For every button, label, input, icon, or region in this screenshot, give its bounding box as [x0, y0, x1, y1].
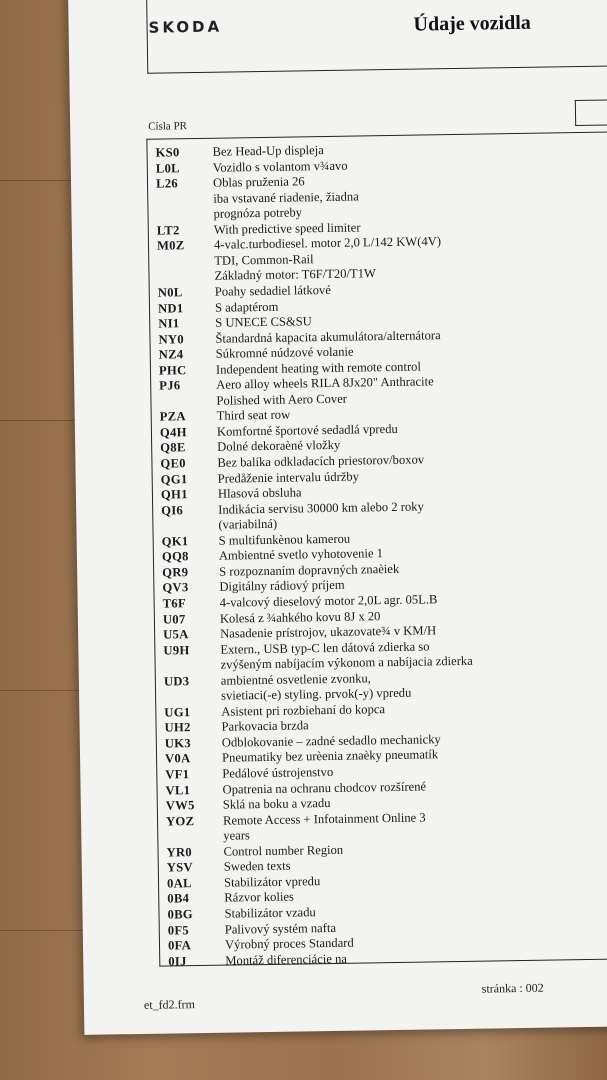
pr-code: QH1 — [160, 487, 188, 502]
pr-description: Third seat row — [216, 407, 291, 424]
pr-description: Pedálové ústrojenstvo — [222, 764, 334, 781]
pr-code: NY0 — [158, 331, 184, 347]
pr-description: S multifunkènou kamerou — [218, 531, 351, 548]
pr-description: Kolesá z ¾ahkého kovu 8J x 20 — [219, 608, 381, 626]
pr-code: 0IJ — [168, 953, 187, 969]
pr-description: Aero alloy wheels RILA 8Jx20" Anthracite — [216, 374, 434, 392]
pr-code: YOZ — [165, 813, 195, 829]
section-label: Císla PR — [148, 120, 188, 133]
pr-code: QR9 — [162, 565, 189, 580]
pr-description: Digitálny rádiový príjem — [219, 578, 345, 595]
pr-code: UH2 — [164, 720, 191, 735]
pr-description: Parkovacia brzda — [221, 718, 309, 735]
pr-description: Súkromné núdzové volanie — [215, 344, 354, 361]
pr-code: V0A — [164, 751, 191, 767]
pr-code: YSV — [166, 860, 194, 875]
pr-description: Asistent pri rozbiehaní do kopca — [221, 701, 386, 719]
pr-description: 4-valc.turbodiesel. motor 2,0 L/142 KW(4V) — [213, 234, 442, 253]
pr-code: Q4H — [159, 425, 187, 440]
pr-description: Indikácia servisu 30000 km alebo 2 roky — [218, 499, 424, 517]
pr-description: Rázvor kolies — [224, 889, 294, 906]
pr-code: Q8E — [160, 440, 186, 456]
pr-description: Extern., USB typ-C len dátová zdierka so — [220, 638, 430, 657]
pr-description: TDI, Common-Rail — [214, 252, 314, 268]
pr-code: QG1 — [160, 471, 188, 487]
pr-code: 0F5 — [167, 922, 190, 938]
document-sheet — [68, 0, 607, 1035]
pr-description: Bez balíka odkladacích priestorov/boxov — [217, 452, 425, 470]
pr-code: M0Z — [156, 238, 185, 253]
pr-code: YR0 — [166, 844, 193, 860]
pr-code: ND1 — [157, 300, 184, 316]
pr-description: Palivový systém nafta — [224, 920, 337, 937]
pr-description: (variabilná) — [218, 516, 278, 532]
pr-code: UG1 — [164, 704, 191, 720]
pr-description: Nasadenie prístrojov, ukazovate¾ v KM/H — [220, 623, 437, 641]
pr-description: Hlasová obsluha — [217, 485, 302, 501]
pr-description: Oblas pruženia 26 — [212, 174, 305, 190]
page-number: stránka : 002 — [481, 980, 544, 996]
pr-description: Remote Access + Infotainment Online 3 — [222, 810, 426, 828]
pr-code: L26 — [155, 176, 179, 191]
pr-code: L0L — [155, 160, 180, 176]
pr-description: Sweden texts — [223, 858, 291, 874]
header-box — [146, 0, 607, 74]
pr-code: VW5 — [165, 798, 195, 813]
pr-description: Sklá na boku a vzadu — [222, 796, 331, 812]
pr-code: QK1 — [161, 533, 189, 549]
pr-code: U9H — [163, 642, 190, 658]
pr-code: VL1 — [165, 782, 191, 798]
pr-description: Stabilizátor vzadu — [224, 905, 316, 921]
pr-description: Bez Head-Up displeja — [212, 143, 324, 159]
pr-description: S adaptérom — [214, 299, 279, 315]
pr-code: UK3 — [164, 736, 192, 751]
page-title: Údaje vozidla — [413, 11, 531, 36]
pr-code: QQ8 — [161, 549, 189, 564]
pr-description: Pneumatiky bez urèenia znaèky pneumatík — [221, 747, 439, 766]
pr-description: Poahy sedadiel látkové — [214, 282, 331, 299]
pr-description: S rozpoznaním dopravných znaèiek — [219, 561, 400, 579]
pr-code: PZA — [159, 409, 186, 424]
pr-description: prognóza potreby — [213, 205, 303, 221]
pr-description: years — [223, 828, 250, 843]
pr-code: 0FA — [167, 938, 192, 953]
pr-code: U5A — [163, 627, 189, 642]
pr-description: With predictive speed limiter — [213, 220, 361, 237]
pr-description: Predåženie intervalu údržby — [217, 469, 360, 486]
pr-description: Ambientné svetlo vyhotovenie 1 — [218, 546, 384, 563]
pr-code: QI6 — [161, 502, 184, 518]
pr-description: Odblokovanie – zadné sedadlo mechanicky — [221, 732, 441, 750]
pr-description: svietiaci(-e) styling. prvok(-y) vpredu — [220, 685, 412, 703]
pr-code: 0B4 — [167, 891, 190, 906]
pr-code: UD3 — [163, 673, 190, 689]
pr-description: Základný motor: T6F/T20/T1W — [214, 266, 376, 284]
pr-code: QV3 — [162, 580, 189, 595]
pr-code: NZ4 — [158, 347, 184, 362]
pr-code: PJ6 — [159, 378, 181, 393]
pr-code: PHC — [158, 362, 187, 378]
pr-code: N0L — [157, 285, 183, 300]
pr-code: 0AL — [166, 876, 192, 891]
pr-code: QE0 — [160, 456, 186, 471]
pr-description: S UNECE CS&SU — [215, 314, 312, 330]
pr-code: KS0 — [155, 145, 180, 160]
pr-description: 4-valcový dieselový motor 2,0L agr. 05L.B — [219, 592, 438, 610]
pr-description: Výrobný proces Standard — [224, 935, 354, 952]
pr-description: Dolné dekoraèné vložky — [217, 438, 341, 455]
skoda-logo: SKODA — [148, 17, 223, 37]
pr-description: Independent heating with remote control — [215, 359, 421, 377]
pr-description: Štandardná kapacita akumulátora/alternátora — [215, 327, 441, 346]
pr-code: U07 — [162, 611, 186, 627]
pr-description: ambientné osvetlenie zvonku, — [220, 671, 371, 688]
pr-code: T6F — [162, 596, 187, 611]
pr-description: Stabilizátor vpredu — [223, 873, 321, 890]
pr-code: LT2 — [156, 223, 180, 238]
pr-description: Control number Region — [223, 842, 344, 859]
pr-code: VF1 — [165, 767, 190, 782]
pr-description: iba vstavané riadenie, žiadna — [213, 189, 359, 206]
pr-description: Opatrenia na ochranu chodcov rozšírené — [222, 779, 427, 797]
pr-code: 0BG — [167, 907, 194, 922]
pr-description: Komfortné športové sedadlá vpredu — [216, 421, 398, 439]
pr-description: Montáž diferenciácie na — [225, 951, 348, 968]
side-box — [575, 99, 607, 126]
pr-description: Polished with Aero Cover — [216, 391, 348, 408]
file-name: et_fd2.frm — [143, 997, 196, 1012]
pr-description: Vozidlo s volantom v¾avo — [212, 158, 348, 175]
pr-description: zvýšeným nabíjacím výkonom a nabíjacia zdierka — [220, 653, 473, 672]
pr-code: NI1 — [158, 316, 180, 331]
